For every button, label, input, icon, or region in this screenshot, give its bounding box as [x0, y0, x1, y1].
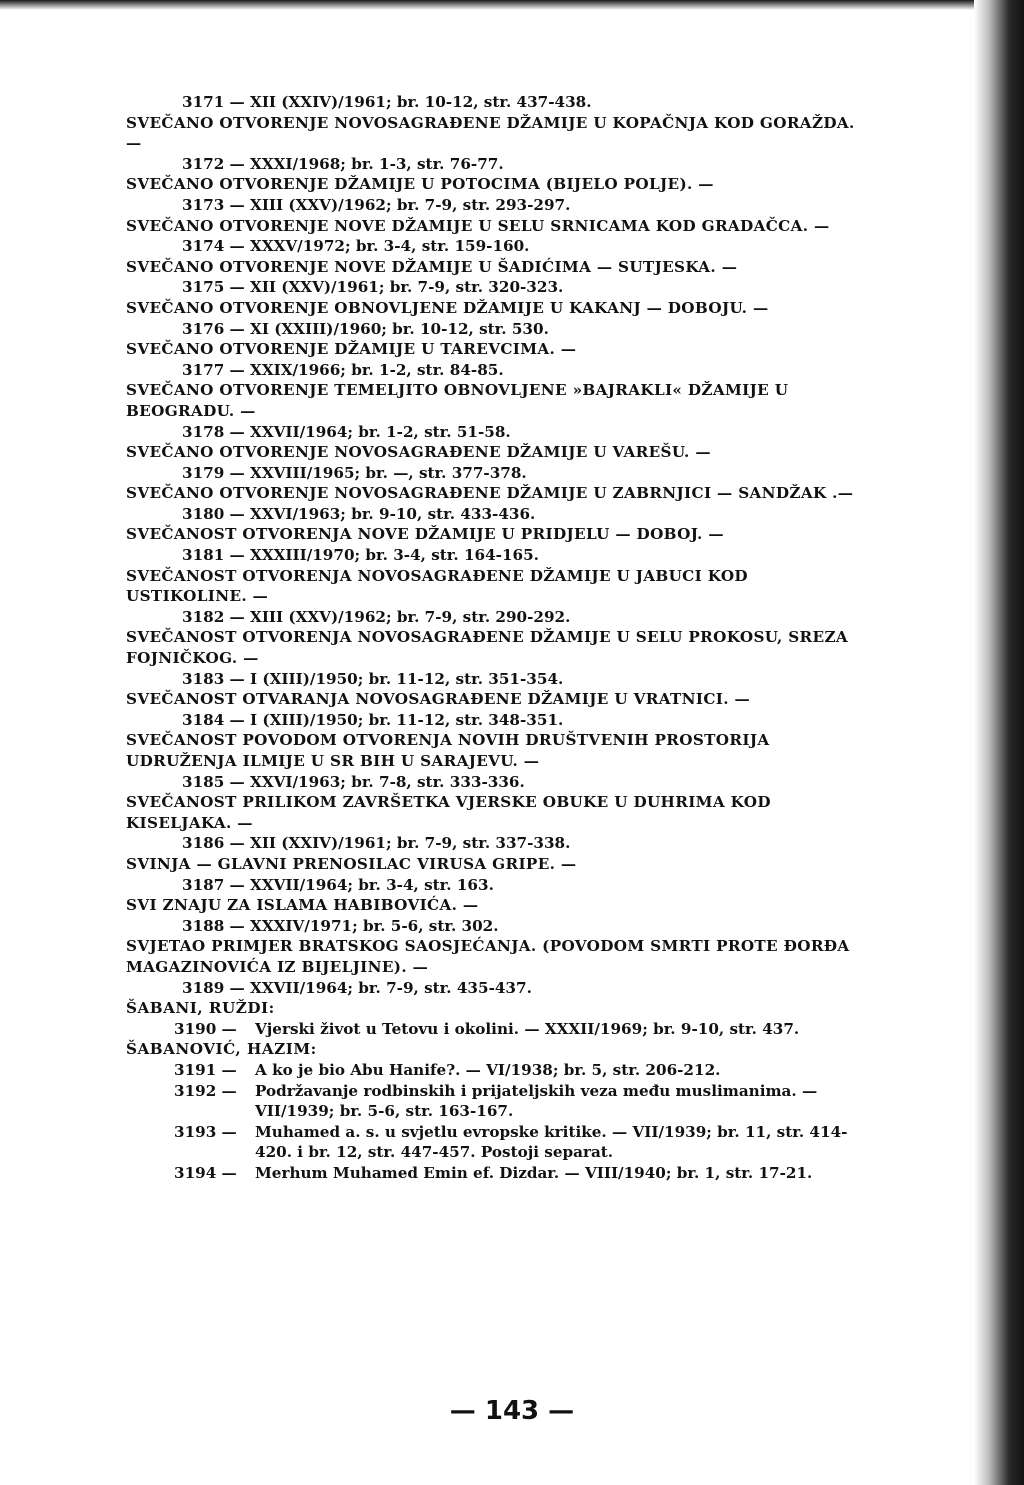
author-work-entry — [174, 1122, 856, 1163]
scan-top-edge — [0, 0, 1024, 10]
work-citation: Muhamed a. s. u svjetlu evropske kritike. — VII/1939; br. 11, str. 414-420. i br. 12, str. 447-457. Postoji separat. — [255, 1122, 848, 1162]
entry-title: SVEČANO OTVORENJE NOVOSAGRAĐENE DŽAMIJE U ZABRNJICI — SANDŽAK .— — [126, 484, 854, 503]
entry-reference: 3180 — XXVI/1963; br. 9-10, str. 433-436. — [182, 504, 536, 523]
entry-reference: 3179 — XXVIII/1965; br. —, str. 377-378. — [182, 463, 527, 482]
author-list — [126, 998, 856, 1183]
author-work-entry — [174, 1081, 856, 1122]
entry-title: SVEČANO OTVORENJE DŽAMIJE U TAREVCIMA. — — [126, 340, 577, 359]
entry-title: SVEČANO OTVORENJE NOVOSAGRAĐENE DŽAMIJE U KOPAČNJA KOD GORAŽDA. — — [126, 113, 855, 153]
entry-reference: 3186 — XII (XXIV)/1961; br. 7-9, str. 337-338. — [182, 834, 571, 853]
work-number: 3194 — — [174, 1163, 237, 1182]
entry-title: SVEČANO OTVORENJE DŽAMIJE U POTOCIMA (BIJELO POLJE). — — [126, 175, 714, 194]
entry-reference: 3182 — XIII (XXV)/1962; br. 7-9, str. 290-292. — [182, 607, 571, 626]
work-citation: A ko je bio Abu Hanife?. — VI/1938; br. 5, str. 206-212. — [255, 1060, 721, 1079]
scan-binding-edge — [974, 0, 1024, 1485]
author-heading: ŠABANOVIĆ, HAZIM: — [126, 1040, 317, 1059]
work-number: 3190 — — [174, 1019, 237, 1038]
entry-reference: 3178 — XXVII/1964; br. 1-2, str. 51-58. — [182, 422, 511, 441]
entry-reference: 3172 — XXXI/1968; br. 1-3, str. 76-77. — [182, 154, 504, 173]
page-number: — 143 — — [449, 1396, 575, 1426]
entry-title: SVEČANOST PRILIKOM ZAVRŠETKA VJERSKE OBUKE U DUHRIMA KOD KISELJAKA. — — [126, 793, 771, 832]
entry-title: SVEČANOST OTVORENJA NOVOSAGRAĐENE DŽAMIJE U JABUCI KOD USTIKOLINE. — — [126, 566, 748, 606]
entry-title: SVEČANO OTVORENJE TEMELJITO OBNOVLJENE »BAJRAKLI« DŽAMIJE U BEOGRADU. — — [126, 381, 789, 420]
entry-title: SVEČANO OTVORENJE NOVE DŽAMIJE U SELU SRNICAMA KOD GRADAČCA. — — [126, 216, 830, 235]
entry-reference: 3175 — XII (XXV)/1961; br. 7-9, str. 320-323. — [182, 278, 564, 297]
entry-reference: 3177 — XXIX/1966; br. 1-2, str. 84-85. — [182, 360, 504, 379]
entry-title: SVEČANOST OTVORENJA NOVOSAGRAĐENE DŽAMIJE U SELU PROKOSU, SREZA FOJNIČKOG. — — [126, 628, 849, 668]
entry-title: SVJETAO PRIMJER BRATSKOG SAOSJEĆANJA. (POVODOM SMRTI PROTE ĐORĐA MAGAZINOVIĆA IZ BIJELJINE). — — [126, 937, 850, 976]
entry-reference: 3183 — I (XIII)/1950; br. 11-12, str. 351-354. — [182, 669, 564, 688]
author-work-entry — [174, 1019, 856, 1040]
entry-reference: 3173 — XIII (XXV)/1962; br. 7-9, str. 293-297. — [182, 195, 571, 214]
entry-reference: 3181 — XXXIII/1970; br. 3-4, str. 164-165. — [182, 546, 539, 565]
entry-title: SVEČANOST POVODOM OTVORENJA NOVIH DRUŠTVENIH PROSTORIJA UDRUŽENJA ILMIJE U SR BIH U SARAJEVU. — — [126, 731, 770, 770]
entry-title: SVINJA — GLAVNI PRENOSILAC VIRUSA GRIPE. — — [126, 854, 577, 873]
entry-reference: 3187 — XXVII/1964; br. 3-4, str. 163. — [182, 875, 494, 894]
work-number: 3193 — — [174, 1122, 237, 1141]
work-citation: Vjerski život u Tetovu i okolini. — XXXII/1969; br. 9-10, str. 437. — [255, 1019, 800, 1038]
entry-reference: 3176 — XI (XXIII)/1960; br. 10-12, str. 530. — [182, 319, 549, 338]
entry-title: SVEČANO OTVORENJE OBNOVLJENE DŽAMIJE U KAKANJ — DOBOJU. — — [126, 298, 769, 317]
entry-reference: 3171 — XII (XXIV)/1961; br. 10-12, str. 437-438. — [182, 93, 592, 111]
entry-reference: 3174 — XXXV/1972; br. 3-4, str. 159-160. — [182, 237, 530, 256]
work-citation: Merhum Muhamed Emin ef. Dizdar. — VIII/1940; br. 1, str. 17-21. — [255, 1163, 813, 1182]
entry-title: SVEČANO OTVORENJE NOVE DŽAMIJE U ŠADIĆIMA — SUTJESKA. — — [126, 257, 738, 276]
author-work-entry — [174, 1060, 856, 1081]
entry-title: SVEČANO OTVORENJE NOVOSAGRAĐENE DŽAMIJE U VAREŠU. — — [126, 443, 711, 462]
author-work-entry — [174, 1163, 856, 1184]
entry-reference: 3184 — I (XIII)/1950; br. 11-12, str. 348-351. — [182, 710, 564, 729]
entry-reference: 3188 — XXXIV/1971; br. 5-6, str. 302. — [182, 916, 499, 935]
entry-list — [126, 92, 856, 998]
entry-title: SVI ZNAJU ZA ISLAMA HABIBOVIĆA. — — [126, 896, 479, 915]
author-heading: ŠABANI, RUŽDI: — [126, 999, 275, 1018]
bibliography-page — [126, 92, 856, 1183]
work-citation: Podržavanje rodbinskih i prijateljskih veza među muslimanima. — VII/1939; br. 5-6, str. 163-167. — [255, 1081, 818, 1121]
work-number: 3191 — — [174, 1060, 237, 1079]
entry-title: SVEČANOST OTVORENJA NOVE DŽAMIJE U PRIDJELU — DOBOJ. — — [126, 525, 724, 544]
entry-title: SVEČANOST OTVARANJA NOVOSAGRAĐENE DŽAMIJE U VRATNICI. — — [126, 690, 751, 709]
entry-reference: 3189 — XXVII/1964; br. 7-9, str. 435-437. — [182, 978, 532, 997]
work-number: 3192 — — [174, 1081, 237, 1100]
entry-reference: 3185 — XXVI/1963; br. 7-8, str. 333-336. — [182, 772, 525, 791]
